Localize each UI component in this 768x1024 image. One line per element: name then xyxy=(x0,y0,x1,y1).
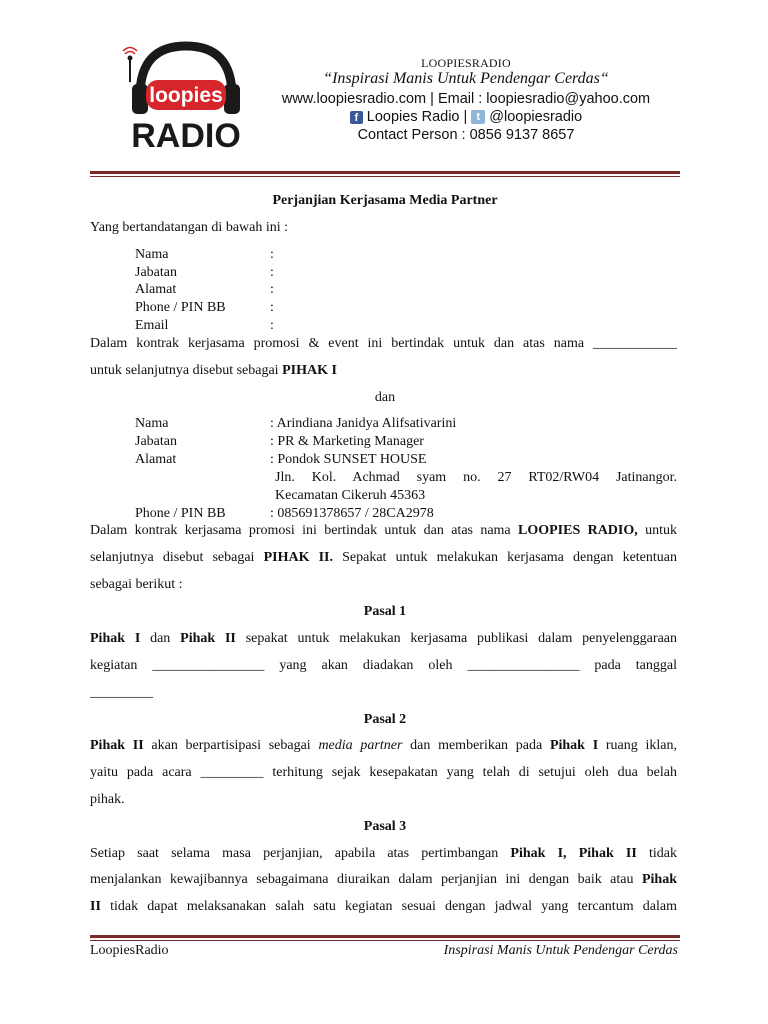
contact-person: Contact Person : 0856 9137 8657 xyxy=(357,127,575,143)
social-line xyxy=(268,109,664,125)
facebook-text: Loopies Radio | xyxy=(366,109,468,125)
pasal-text: dan memberikan pada xyxy=(402,738,550,753)
party2-label-alamat: Alamat xyxy=(135,452,177,467)
pasal-1-line1 xyxy=(90,630,677,648)
pihak-label: Pihak II xyxy=(180,631,236,646)
party1-statement-line2 xyxy=(90,362,337,380)
party2-value-phone: : 085691378657 / 28CA2978 xyxy=(270,506,434,521)
pihak-label: Pihak I xyxy=(90,631,141,646)
pasal-2-line3: pihak. xyxy=(90,792,125,807)
party2-value-alamat-line2: Jln. Kol. Achmad syam no. 27 RT02/RW04 Jatinangor. xyxy=(275,470,677,485)
pasal-text: dan xyxy=(140,631,181,646)
pasal-1-line2: kegiatan ________________ yang akan diadakan oleh ________________ pada tanggal xyxy=(90,658,677,673)
field-colon: : xyxy=(270,300,274,315)
twitter-text: @loopiesradio xyxy=(489,109,583,125)
pasal-3-line1 xyxy=(90,845,677,863)
pasal-1-line3: _________ xyxy=(90,685,153,700)
pasal-2-line2: yaitu pada acara _________ terhitung sejak kesepakatan yang telah di setujui oleh dua belah xyxy=(90,765,677,780)
party2-statement-text: selanjutnya disebut sebagai xyxy=(90,550,264,565)
party2-value-jabatan: : PR & Marketing Manager xyxy=(270,434,424,449)
pihak-2-label: PIHAK II. xyxy=(263,550,333,565)
media-partner-term: media partner xyxy=(318,738,403,753)
header-rule-thin xyxy=(90,176,680,177)
pihak-1-label: PIHAK I xyxy=(282,363,337,378)
field-label-jabatan: Jabatan xyxy=(135,265,177,280)
pihak-label: Pihak I xyxy=(549,738,599,753)
party2-value-alamat: : Pondok SUNSET HOUSE xyxy=(270,452,427,467)
footer-rule-thin xyxy=(90,940,680,941)
party2-statement-text: Dalam kontrak kerjasama promosi ini bertindak untuk dan atas nama xyxy=(90,523,518,538)
party2-statement-line1 xyxy=(90,522,677,540)
intro-text: Yang bertandatangan di bawah ini : xyxy=(90,220,289,235)
footer-left: LoopiesRadio xyxy=(90,943,169,958)
party2-statement-line2 xyxy=(90,549,677,567)
party1-statement-text: untuk selanjutnya disebut sebagai xyxy=(90,363,283,378)
pasal-text: tidak dapat melaksanakan salah satu kegiatan sesuai dengan jadwal yang tercantum dalam xyxy=(100,899,677,914)
field-colon: : xyxy=(270,318,274,333)
field-colon: : xyxy=(270,265,274,280)
pasal-text: menjalankan kewajibannya sebagaimana diuraikan dalam perjanjian ini dengan baik atau xyxy=(90,872,642,887)
pasal-3-line2 xyxy=(90,871,677,889)
field-colon: : xyxy=(270,282,274,297)
pasal-3-title: Pasal 3 xyxy=(363,819,407,834)
party2-statement-text: untuk xyxy=(637,523,677,538)
party2-label-nama: Nama xyxy=(135,416,169,431)
party2-label-phone: Phone / PIN BB xyxy=(135,506,226,521)
dan-separator: dan xyxy=(374,390,396,405)
field-label-phone: Phone / PIN BB xyxy=(135,300,226,315)
twitter-icon: t xyxy=(471,110,485,124)
field-label-alamat: Alamat xyxy=(135,282,177,297)
pihak-label: Pihak xyxy=(641,872,677,887)
pasal-text: tidak xyxy=(636,846,677,861)
logo-bottom-text: RADIO xyxy=(131,117,241,152)
loopies-radio-name: LOOPIES RADIO, xyxy=(518,523,638,538)
pasal-2-line1 xyxy=(90,737,677,755)
party2-value-nama: : Arindiana Janidya Alifsativarini xyxy=(270,416,457,431)
party1-statement: Dalam kontrak kerjasama promosi & event ini bertindak untuk dan atas nama ____________ xyxy=(90,336,677,351)
party2-statement-text: Sepakat untuk melakukan kerjasama dengan ketentuan xyxy=(333,550,677,565)
org-name: LOOPIESRADIO xyxy=(421,56,511,70)
pasal-text: akan berpartisipasi sebagai xyxy=(143,738,319,753)
pasal-text: sepakat untuk melakukan kerjasama publikasi dalam penyelenggaraan xyxy=(235,631,677,646)
party2-label-jabatan: Jabatan xyxy=(135,434,177,449)
document-title: Perjanjian Kerjasama Media Partner xyxy=(272,193,498,208)
loopies-radio-logo xyxy=(122,40,250,152)
logo-top-text: loopies xyxy=(149,84,223,107)
pasal-3-line3 xyxy=(90,898,677,916)
field-colon: : xyxy=(270,247,274,262)
field-label-nama: Nama xyxy=(135,247,169,262)
pihak-label: Pihak II xyxy=(90,738,144,753)
pasal-text: ruang iklan, xyxy=(598,738,677,753)
footer-right: Inspirasi Manis Untuk Pendengar Cerdas xyxy=(443,943,678,958)
tagline: “Inspirasi Manis Untuk Pendengar Cerdas“ xyxy=(323,70,609,87)
footer-rule xyxy=(90,935,680,938)
facebook-icon: f xyxy=(350,111,363,124)
header-rule xyxy=(90,171,680,174)
pasal-2-title: Pasal 2 xyxy=(363,712,407,727)
pihak-label: II xyxy=(90,899,101,914)
pasal-1-title: Pasal 1 xyxy=(363,604,407,619)
party2-value-alamat-line3: Kecamatan Cikeruh 45363 xyxy=(275,488,426,503)
pasal-text: Setiap saat selama masa perjanjian, apabila atas pertimbangan xyxy=(90,846,511,861)
pihak-label: Pihak I, Pihak II xyxy=(510,846,637,861)
antenna-icon xyxy=(123,48,137,83)
party2-statement-line3: sebagai berikut : xyxy=(90,577,183,592)
web-email: www.loopiesradio.com | Email : loopiesradio@yahoo.com xyxy=(281,91,651,107)
field-label-email: Email xyxy=(135,318,169,333)
